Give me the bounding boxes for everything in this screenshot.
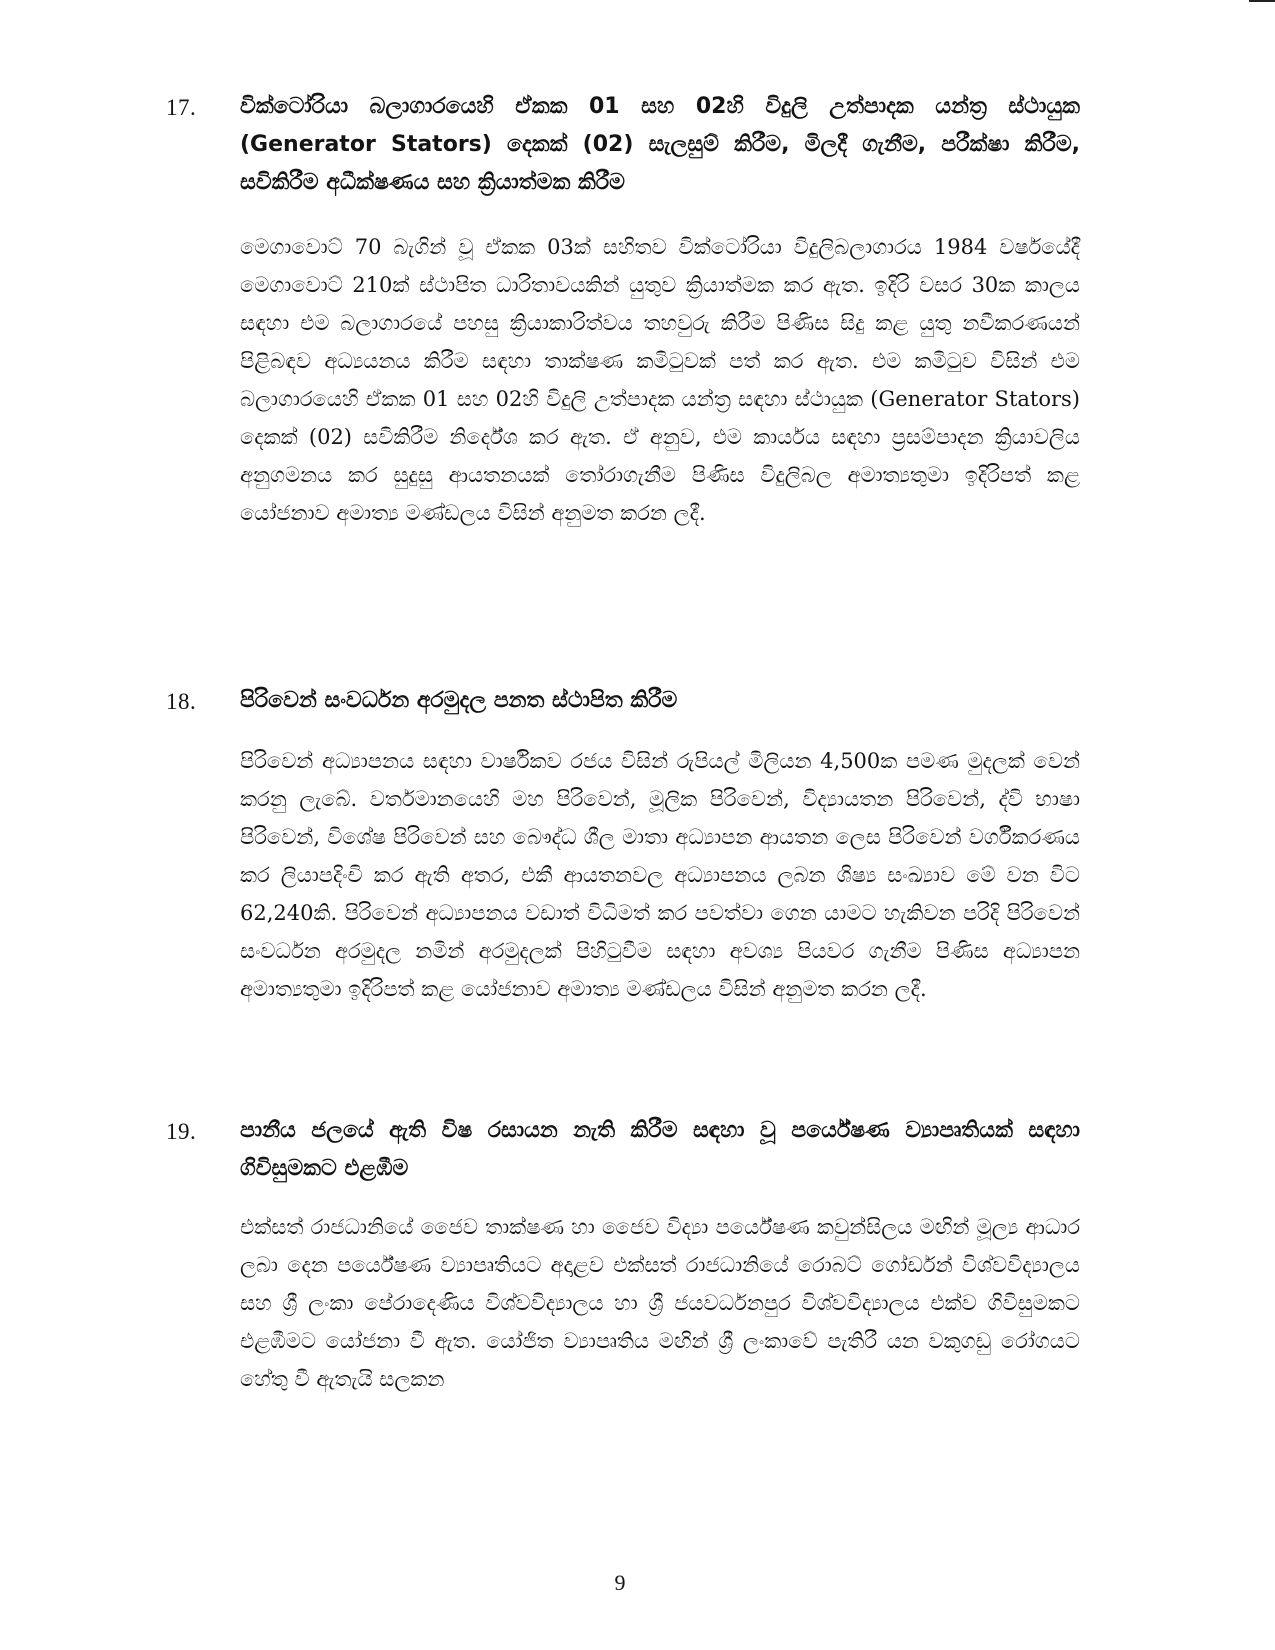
section-number: 17. [166,95,197,120]
scan-edge-mark [1249,0,1275,2]
section-body: මෙගාවොට් 70 බැගින් වූ ඒකක 03ක් සහිතව වික්ටෝරියා විදුලිබලාගාරය 1984 වර්ෂයේදී මෙගාවොට් 210ක් ස්ථාපිත ධාරිතාවයකින් යුතුව ක්‍රියාත්මක කර ඇත. ඉදිරි වසර 30ක කාලය සඳහා එම බලාගාරයේ පහසු ක්‍රියාකාරිත්වය තහවුරු කිරීම පිණිස සිදු කළ යුතු නවීකරණයන් පිළිබඳව අධ්‍යයනය කිරීම සඳහා තාක්ෂණ කමිටුවක් පත් කර ඇත. එම කමිටුව විසින් එම බලාගාරයෙහි ඒකක 01 සහ 02හි විදුලි උත්පාදක යන්ත්‍ර සඳහා ස්ථායුක (Generator Stators) දෙකක් (02) සවිකිරීම නිර්දේශ කර ඇත. ඒ අනුව, එම කාර්යය සඳහා ප්‍රසම්පාදන ක්‍රියාවලිය අනුගමනය කර සුදුසු ආයතනයක් තෝරාගැනීම පිණිස විදුලිබල අමාත්‍යතුමා ඉදිරිපත් කළ යෝජනාව අමාත්‍ය මණ්ඩලය විසින් අනුමත කරන ලදී. [240,235,1080,525]
section-body: එක්සත් රාජධානියේ ජෛව තාක්ෂණ හා ජෛව විද්‍යා පර්යේෂණ කවුන්සිලය මඟින් මූල්‍ය ආධාර ලබා දෙන පර්යේෂණ ව්‍යාපෘතියට අදාළව එක්සත් රාජධානියේ රොබට් ගෝර්ඩන් විශ්වවිද්‍යාලය සහ ශ්‍රී ලංකා පේරාදෙණිය විශ්වවිද්‍යාලය හා ශ්‍රී ජයවර්ධනපුර විශ්වවිද්‍යාලය එක්ව ගිවිසුමකට එළඹීමට යෝජනා වී ඇත. යෝජිත ව්‍යාපෘතිය මඟින් ශ්‍රී ලංකාවේ පැතිරී යන වකුගඩු රෝගයට හේතු වී ඇතැයි සලකන [240,1215,1080,1391]
section-title: පානීය ජලයේ ඇති විෂ රසායන නැති කිරීම සඳහා වූ පර්යේෂණ ව්‍යාපෘතියක් සඳහා ගිවිසුමකට එළඹීම [240,1118,1080,1181]
section-number: 18. [166,689,197,714]
section-title: වික්ටෝරියා බලාගාරයෙහි ඒකක 01 සහ 02හි විදුලි උත්පාදක යන්ත්‍ර ස්ථායුක (Generator Stators) දෙකක් (02) සැලසුම් කිරීම, මිලදී ගැනීම, පරීක්ෂා කිරීම, සවිකිරීම අධීක්ෂණය සහ ක්‍රියාත්මක කිරීම [240,94,1080,195]
section-title: පිරිවෙන් සංවර්ධන අරමුදල පනත ස්ථාපිත කිරීම [240,688,678,713]
section-body: පිරිවෙන් අධ්‍යාපනය සඳහා වාර්ෂිකව රජය විසින් රුපියල් මිලියන 4,500ක පමණ මුදලක් වෙන් කරනු ලැබේ. වර්තමානයෙහි මහ පිරිවෙන්, මූලික පිරිවෙන්, විද්‍යායතන පිරිවෙන්, ද්වි භාෂා පිරිවෙන්, විශේෂ පිරිවෙන් සහ බෞද්ධ ශීල මාතා අධ්‍යාපන ආයතන ලෙස පිරිවෙන් වර්ගීකරණය කර ලියාපදිංචි කර ඇති අතර, එකී ආයතනවල අධ්‍යාපනය ලබන ශිෂ්‍ය සංඛ්‍යාව මේ වන විට 62,240කි. පිරිවෙන් අධ්‍යාපනය වඩාත් විධිමත් කර පවත්වා ගෙන යාමට හැකිවන පරිදි පිරිවෙන් සංවර්ධන අරමුදල නමින් අරමුදලක් පිහිටුවීම සඳහා අවශ්‍ය පියවර ගැනීම පිණිස අධ්‍යාපන අමාත්‍යතුමා ඉදිරිපත් කළ යෝජනාව අමාත්‍ය මණ්ඩලය විසින් අනුමත කරන ලදී. [240,749,1080,1001]
section-number: 19. [166,1119,197,1144]
page-number: 9 [614,1570,626,1595]
